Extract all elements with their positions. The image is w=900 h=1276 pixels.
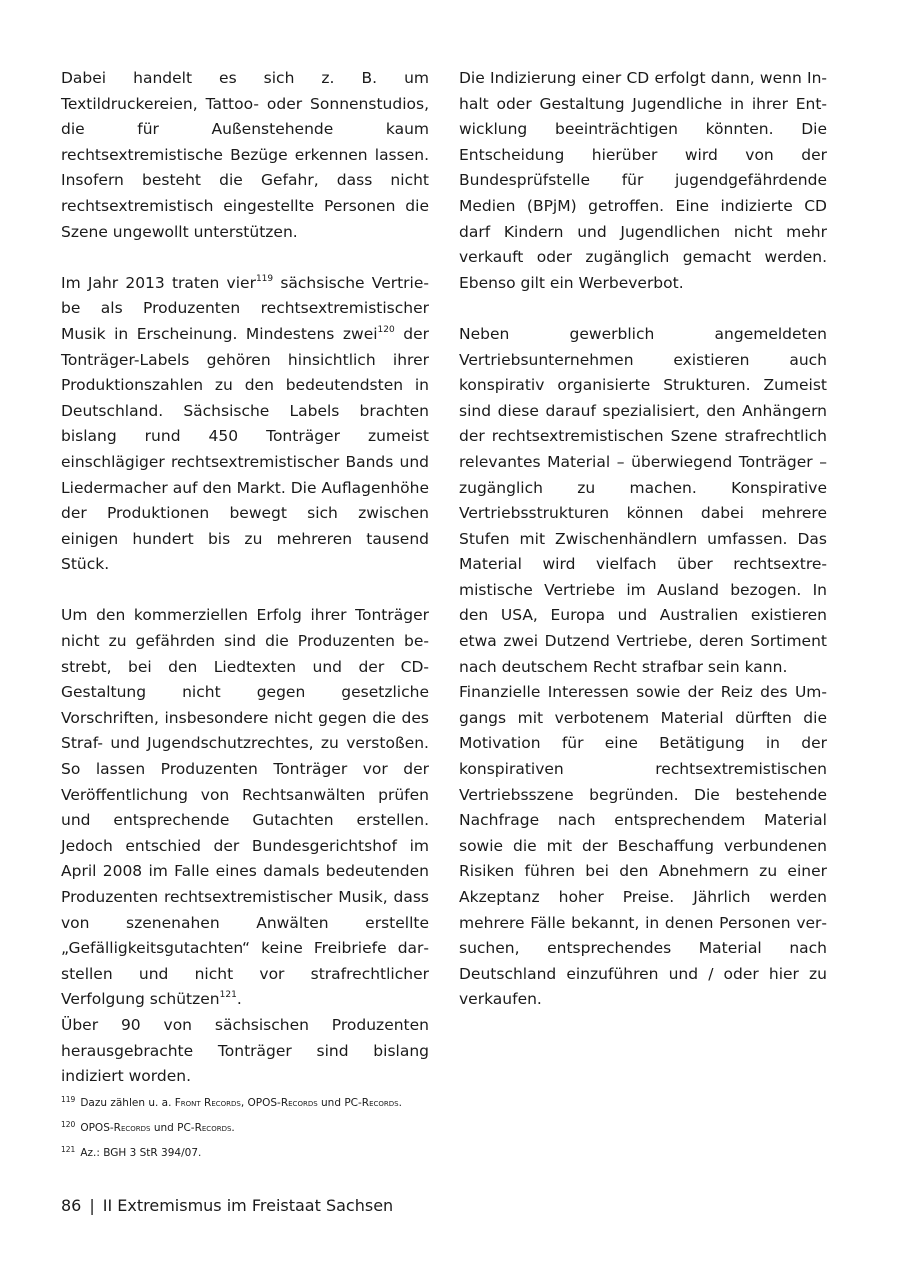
right-column [459,66,827,1013]
page-number: 86 [61,1196,82,1215]
paragraph-left-3: Um den kommerziellen Erfolg ihrer Tonträger nicht zu gefährden sind die Produzenten bestrebt, bei den Liedtexten und der CD-Gestaltung nicht gegen gesetzliche Vorschriften, insbesondere nicht gegen die des Straf- und Jugendschutzrechtes, zu verstoßen. So lassen Produzenten Tonträger vor der Veröffentlichung von Rechtsanwälten prüfen und entsprechende Gutachten erstellen. Jedoch entschied der Bundesgerichtshof im April 2008 im Falle eines damals bedeutenden Produzenten rechtsextremistischer Musik, dass von szenenahen Anwälten erstellte „Gefälligkeitsgutachten“ keine Freibriefe darstellen und nicht vor strafrechtlicher Verfolgung schützen$^{121}$. [61,606,429,1009]
footnote-ref-121[interactable]: 121 [219,990,237,1001]
paragraph-left-2: Im Jahr 2013 traten vier$^{119}$ sächsische Vertriebe als Produzenten rechtsextremistischer Musik in Erscheinung. Mindestens zwei$^{120}$ der Tonträger-Labels gehören hinsichtlich ihrer Produktionszahlen zu den bedeutendsten in Deutschland. Sächsische Labels brachten bislang rund 450 Tonträger zumeist einschlägiger rechtsextremistischer Bands und Liedermacher auf den Markt. Die Auflagenhöhe der Produktionen bewegt sich zwischen einigen hundert bis zu mehreren tausend Stück. [61,273,429,574]
paragraph-left-1: Dabei handelt es sich z. B. um Textildruckereien, Tattoo- oder Sonnenstudios, die für Außenstehende kaum rechtsextremistische Bezüge erkennen lassen. Insofern besteht die Gefahr, dass nicht rechtsextremistisch eingestellte Personen die Szene ungewollt unterstützen. [61,69,429,241]
left-column [61,66,429,1090]
paragraph-right-3: Finanzielle Interessen sowie der Reiz des Umgangs mit verbotenem Material dürften die Motivation für eine Betätigung in der konspirativen rechtsextremistischen Vertriebsszene begründen. Die bestehende Nachfrage nach entsprechendem Material sowie die mit der Beschaffung verbundenen Risiken führen bei den Abnehmern zu einer Akzeptanz hoher Preise. Jährlich werden mehrere Fälle bekannt, in denen Personen versuchen, entsprechendes Material nach Deutschland einzuführen und / oder hier zu verkaufen. [459,683,827,1009]
footnote-121: $^{121}$ Az.: BGH 3 StR 394/07. [61,1145,202,1159]
paragraph-left-4: Über 90 von sächsischen Produzenten herausgebrachte Tonträger sind bislang indiziert worden. [61,1015,429,1086]
paragraph-right-1: Die Indizierung einer CD erfolgt dann, wenn Inhalt oder Gestaltung Jugendliche in ihrer Entwicklung beeinträchtigen könnten. Die Entscheidung hierüber wird von der Bundesprüfstelle für jugendgefährdende Medien (BPjM) getroffen. Eine indizierte CD darf Kindern und Jugendlichen nicht mehr verkauft oder zugänglich gemacht werden. Ebenso gilt ein Werbeverbot. [459,69,827,292]
paragraph-right-2: Neben gewerblich angemeldeten Vertriebsunternehmen existieren auch konspirativ organisierte Strukturen. Zumeist sind diese darauf spezialisiert, den Anhängern der rechtsextremistischen Szene strafrechtlich relevantes Material – überwiegend Tonträger – zugänglich zu machen. Konspirative Vertriebsstrukturen können dabei mehrere Stufen mit Zwischenhändlern umfassen. Das Material wird vielfach über rechtsextremistische Vertriebe im Ausland bezogen. In den USA, Europa und Australien existieren etwa zwei Dutzend Vertriebe, deren Sortiment nach deutschem Recht strafbar sein kann. [459,324,827,676]
footnote-119: $^{119}$ Dazu zählen u. a. Front Records, OPOS-Records und PC-Records. [61,1095,402,1109]
footnote-120: $^{120}$ OPOS-Records und PC-Records. [61,1120,235,1134]
footnotes [61,1089,821,1164]
page-footer [61,1195,393,1217]
footer-separator: | [89,1196,95,1215]
section-title: II Extremismus im Freistaat Sachsen [102,1196,394,1215]
footnote-ref-119[interactable]: 119 [255,273,274,284]
footnote-ref-120[interactable]: 120 [377,324,395,335]
